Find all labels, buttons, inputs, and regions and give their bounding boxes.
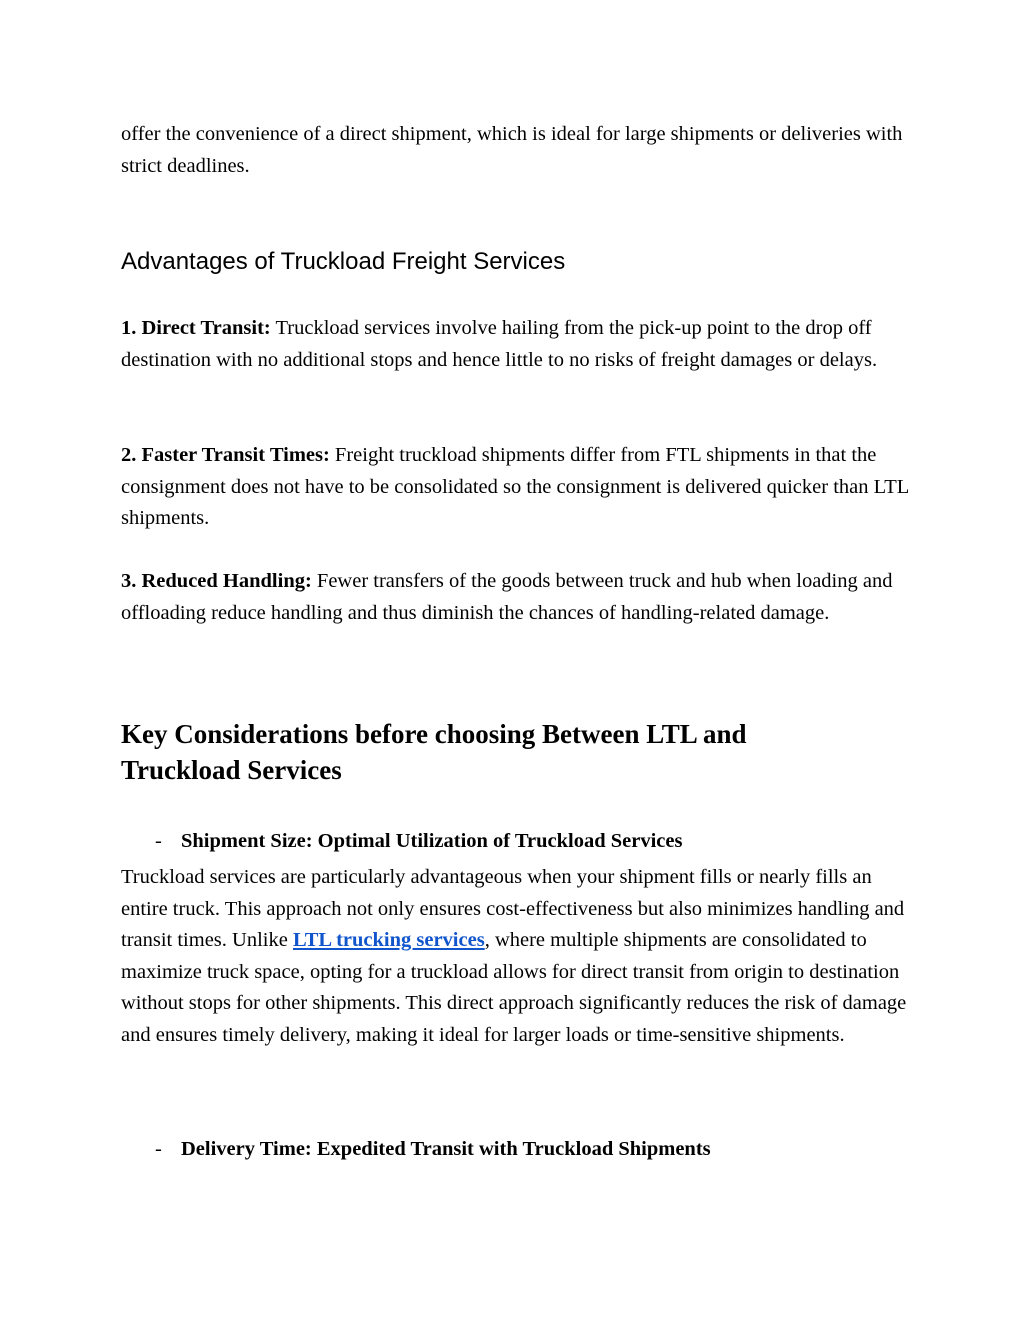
advantage-item-faster-transit <box>121 440 911 535</box>
paragraph-text: , where multiple shipments are consolidated to maximize truck space, opting for a truckload allows for direct transit from origin to destination without stops for other shipments. This direct approach significantly reduces the risk of damage and ensures timely delivery, making it ideal for larger loads or time-sensitive shipments. <box>121 929 907 1046</box>
shipment-size-paragraph <box>121 862 911 1052</box>
bullet-dash: - <box>155 830 162 852</box>
advantage-text: Freight truckload shipments differ from FTL shipments in that the consignment does not have to be consolidated so the consignment is delivered quicker than LTL shipments. <box>121 444 909 530</box>
bullet-shipment-size <box>121 826 911 858</box>
advantages-heading: Advantages of Truckload Freight Services <box>121 248 566 275</box>
advantage-label: 3. Reduced Handling: <box>121 570 312 592</box>
considerations-heading: Key Considerations before choosing Between LTL and Truckload Services <box>121 719 747 785</box>
intro-paragraph <box>121 119 911 182</box>
paragraph-text: Truckload services are particularly advantageous when your shipment fills or nearly fills an entire truck. This approach not only ensures cost-effectiveness but also minimizes handling and transit times. Unlike <box>121 866 905 952</box>
intro-text: offer the convenience of a direct shipment, which is ideal for large shipments or deliveries with strict deadlines. <box>121 123 903 177</box>
bullet-delivery-time <box>121 1134 911 1166</box>
advantage-text: Truckload services involve hailing from the pick-up point to the drop off destination with no additional stops and hence little to no risks of freight damages or delays. <box>121 317 878 371</box>
advantage-item-direct-transit <box>121 313 911 376</box>
ltl-trucking-services-link[interactable]: LTL trucking services <box>292 929 485 952</box>
advantage-label: 1. Direct Transit: <box>121 317 271 339</box>
advantage-label: 2. Faster Transit Times: <box>121 444 330 466</box>
advantage-item-reduced-handling <box>121 566 911 629</box>
bullet-title: Shipment Size: Optimal Utilization of Truckload Services <box>181 830 683 852</box>
bullet-title: Delivery Time: Expedited Transit with Truckload Shipments <box>181 1138 711 1160</box>
advantage-text: Fewer transfers of the goods between truck and hub when loading and offloading reduce handling and thus diminish the chances of handling-related damage. <box>121 570 893 624</box>
bullet-dash: - <box>155 1138 162 1160</box>
